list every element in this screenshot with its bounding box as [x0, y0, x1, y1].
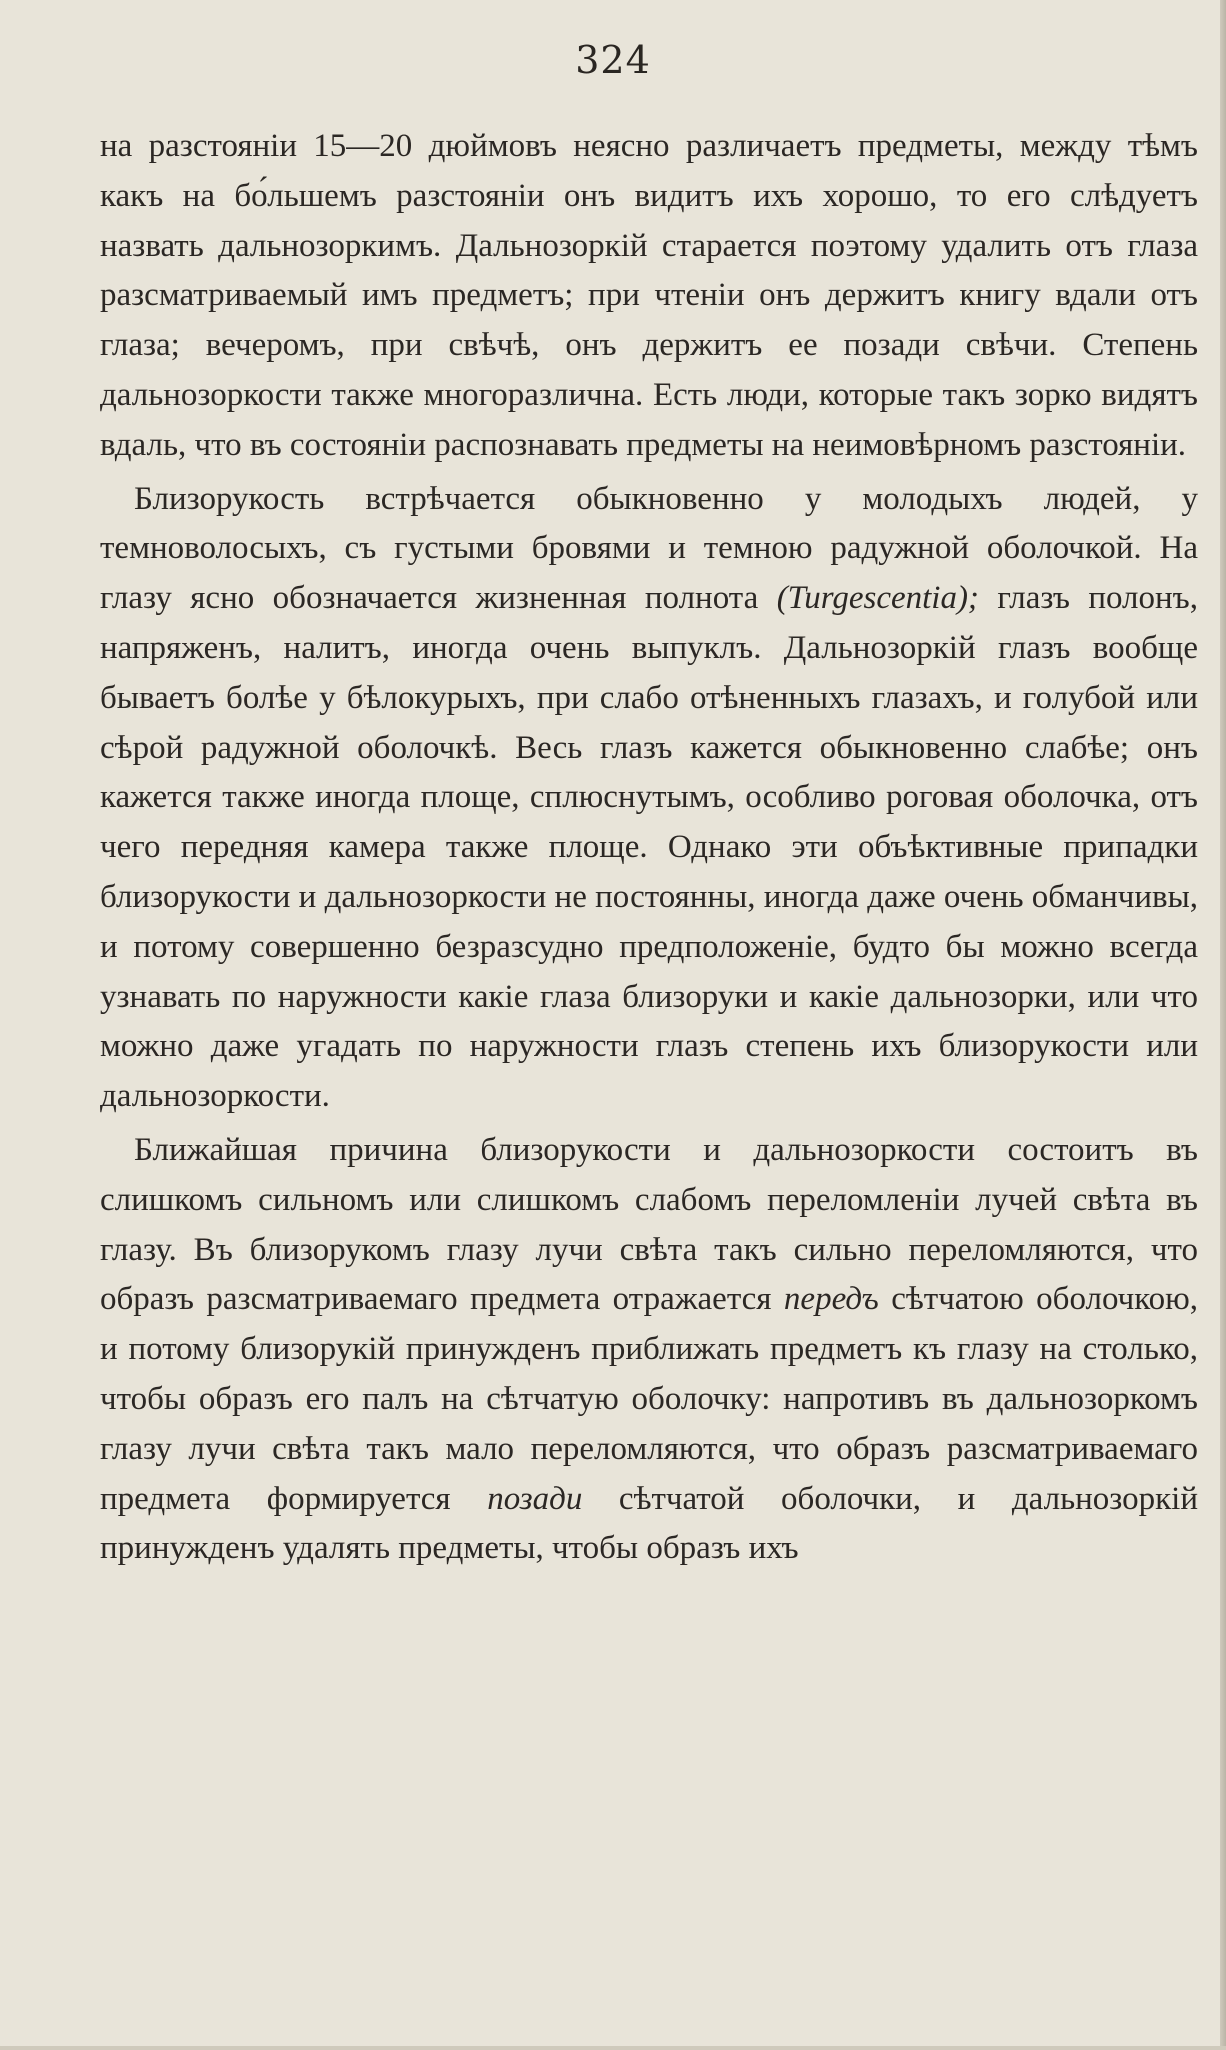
paragraph-3: [100, 1126, 1198, 1574]
paragraph-3-text-b: сѣтчатою оболочкою, и потому близорукій принужденъ приближать предметъ къ глазу на столько, чтобы образъ его палъ на сѣтчатую оболочку: напротивъ въ дальнозоркомъ глазу лучи свѣта такъ мало переломляются, что образъ разсматриваемаго предмета формируется: [100, 1281, 1199, 1517]
page-edge-shadow: [1220, 0, 1226, 2050]
page-number: 324: [575, 38, 651, 82]
paragraph-3-text-a: Ближайшая причина близорукости и дальнозоркости состоитъ въ слишкомъ сильномъ или слишкомъ слабомъ переломленіи лучей свѣта въ глазу. Въ близорукомъ глазу лучи свѣта такъ сильно переломляются, что образъ разсматриваемаго предмета отражается: [100, 1131, 1198, 1318]
paragraph-1: [100, 122, 1198, 471]
paragraph-3-text-c: сѣтчатой оболочки, и дальнозоркій принужденъ удалять предметы, чтобы образъ ихъ: [100, 1480, 1198, 1567]
paragraph-2-text-b: глазъ полонъ, напряженъ, налитъ, иногда очень выпуклъ. Дальнозоркій глазъ вообще бываетъ болѣе у бѣлокурыхъ, при слабо отѣненныхъ глазахъ, и голубой или сѣрой радужной оболочкѣ. Весь глазъ кажется обыкновенно слабѣе; онъ кажется также иногда площе, сплюснутымъ, особливо роговая оболочка, отъ чего передняя камера также площе. Однако эти объѣктивные припадки близорукости и дальнозоркости не постоянны, иногда даже очень обманчивы, и потому совершенно безразсудно предположеніе, будто бы можно всегда узнавать по наружности какіе глаза близоруки и какіе дальнозорки, или что можно даже угадать по наружности глазъ степень ихъ близорукости или дальнозоркости.: [100, 580, 1198, 1115]
body-text: [100, 122, 1198, 1574]
paragraph-2: [100, 475, 1198, 1122]
emphasis-pered: передъ: [783, 1281, 879, 1318]
paragraph-1-text: на разстояніи 15—20 дюймовъ неясно различаетъ предметы, между тѣмъ какъ на бо́льшемъ разстояніи онъ видитъ ихъ хорошо, то его слѣдуетъ назвать дальнозоркимъ. Дальнозоркій старается поэтому удалить отъ глаза разсматриваемый имъ предметъ; при чтеніи онъ держитъ книгу вдали отъ глаза; вечеромъ, при свѣчѣ, онъ держитъ ее позади свѣчи. Степень дальнозоркости также многоразлична. Есть люди, которые такъ зорко видятъ вдаль, что въ состояніи распознавать предметы на неимовѣрномъ разстояніи.: [100, 128, 1198, 463]
latin-term-turgescentia: (Turgescentia);: [776, 580, 979, 617]
emphasis-pozadi: позади: [487, 1480, 583, 1517]
paragraph-2-text-a: Близорукость встрѣчается обыкновенно у молодыхъ людей, у темноволосыхъ, съ густыми бровями и темною радужной оболочкой. На глазу ясно обозначается жизненная полнота: [100, 480, 1198, 617]
page-bottom-edge: [0, 2046, 1226, 2050]
